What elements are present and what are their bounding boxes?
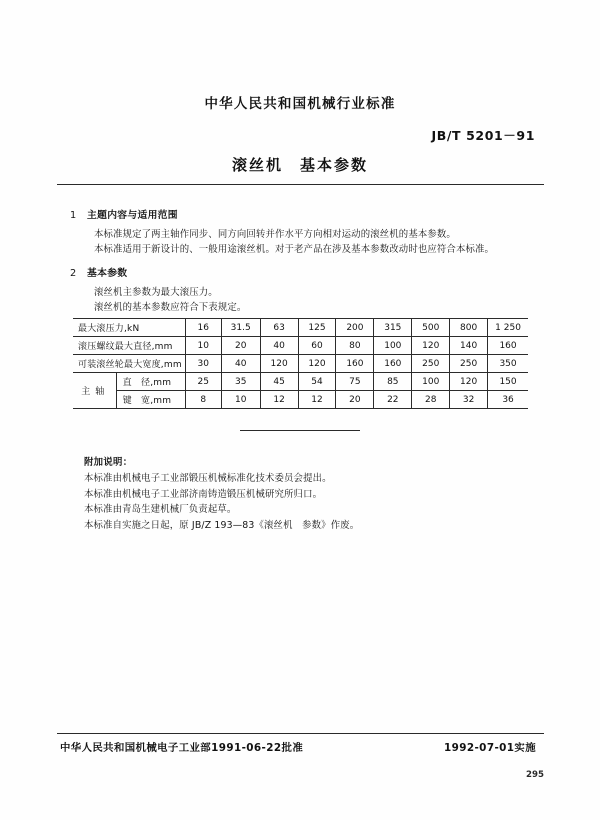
cell-value: 20 <box>336 391 374 409</box>
notes-line: 本标准自实施之日起，原 JB/Z 193—83《滚丝机 参数》作废。 <box>84 520 360 532</box>
header-divider <box>57 184 544 185</box>
cell-value: 200 <box>336 319 374 337</box>
cell-value: 120 <box>412 337 450 355</box>
cell-value: 160 <box>374 355 412 373</box>
row-label-spindle-key-width: 键 宽,mm <box>116 391 185 409</box>
cell-value: 500 <box>412 319 450 337</box>
cell-value: 80 <box>336 337 374 355</box>
cell-value: 75 <box>336 373 374 391</box>
document-header <box>55 92 545 175</box>
cell-value: 800 <box>450 319 488 337</box>
cell-value: 160 <box>488 337 528 355</box>
cell-value: 1 250 <box>488 319 528 337</box>
cell-value: 120 <box>260 355 298 373</box>
footer-divider <box>57 733 544 734</box>
footer-implementation-text: 1992-07-01实施 <box>443 742 536 754</box>
row-label-spindle-diameter: 直 径,mm <box>116 373 185 391</box>
document-body <box>70 199 532 316</box>
cell-value: 20 <box>221 337 260 355</box>
cell-value: 22 <box>374 391 412 409</box>
cell-value: 45 <box>260 373 298 391</box>
notes-line: 本标准由机械电子工业部济南铸造锻压机械研究所归口。 <box>84 488 323 500</box>
cell-value: 32 <box>450 391 488 409</box>
cell-value: 40 <box>260 337 298 355</box>
cell-value: 85 <box>374 373 412 391</box>
table-row <box>73 319 528 337</box>
cell-value: 250 <box>450 355 488 373</box>
cell-value: 100 <box>374 337 412 355</box>
notes-line: 本标准由机械电子工业部锻压机械标准化技术委员会提出。 <box>84 472 332 484</box>
cell-value: 60 <box>298 337 336 355</box>
table-row <box>73 391 528 409</box>
cell-value: 10 <box>221 391 260 409</box>
table-row <box>73 355 528 373</box>
cell-value: 315 <box>374 319 412 337</box>
cell-value: 35 <box>221 373 260 391</box>
footer-approval-text: 中华人民共和国机械电子工业部1991-06-22批准 <box>60 742 304 754</box>
cell-value: 250 <box>412 355 450 373</box>
cell-value: 30 <box>185 355 221 373</box>
cell-value: 12 <box>260 391 298 409</box>
section-heading-1 <box>70 208 532 224</box>
section-divider <box>240 430 360 431</box>
row-label-max-rolling-force: 最大滚压力,kN <box>73 319 185 337</box>
cell-value: 63 <box>260 319 298 337</box>
cell-value: 12 <box>298 391 336 409</box>
supplementary-notes <box>84 455 534 534</box>
section-number-1: 1 <box>70 210 77 221</box>
cell-value: 125 <box>298 319 336 337</box>
cell-value: 10 <box>185 337 221 355</box>
cell-value: 28 <box>412 391 450 409</box>
cell-value: 350 <box>488 355 528 373</box>
cell-value: 150 <box>488 373 528 391</box>
parameters-table <box>73 318 528 409</box>
cell-value: 31.5 <box>221 319 260 337</box>
document-footer <box>60 739 542 754</box>
notes-title: 附加说明： <box>84 457 133 468</box>
section-2-paragraph-2: 滚丝机的基本参数应符合下表规定。 <box>94 302 247 314</box>
cell-value: 120 <box>298 355 336 373</box>
table-row <box>73 337 528 355</box>
row-label-max-roller-width: 可装滚丝轮最大宽度,mm <box>73 355 185 373</box>
section-1-paragraph-1: 本标准规定了两主轴作同步、同方向回转并作水平方向相对运动的滚丝机的基本参数。 <box>94 228 456 240</box>
cell-value: 120 <box>450 373 488 391</box>
standard-code: JB/T 5201－91 <box>431 128 535 143</box>
cell-value: 100 <box>412 373 450 391</box>
cell-value: 54 <box>298 373 336 391</box>
cell-value: 25 <box>185 373 221 391</box>
cell-value: 140 <box>450 337 488 355</box>
cell-value: 16 <box>185 319 221 337</box>
page-title: 滚丝机 基本参数 <box>231 156 368 174</box>
section-heading-2 <box>70 266 532 282</box>
section-title-2: 基本参数 <box>87 268 128 280</box>
cell-value: 36 <box>488 391 528 409</box>
section-title-1: 主题内容与适用范围 <box>87 210 178 221</box>
section-number-2: 2 <box>70 268 77 280</box>
cell-value: 40 <box>221 355 260 373</box>
parameters-table-container <box>73 318 528 409</box>
standard-authority: 中华人民共和国机械行业标准 <box>204 96 396 112</box>
section-2-paragraph-1: 滚丝机主参数为最大滚压力。 <box>94 287 218 299</box>
row-label-max-thread-diameter: 滚压螺纹最大直径,mm <box>73 337 185 355</box>
row-group-label-spindle: 主轴 <box>73 373 116 409</box>
page-number: 295 <box>526 770 544 780</box>
notes-line: 本标准由青岛生建机械厂负责起草。 <box>84 504 237 516</box>
table-row <box>73 373 528 391</box>
section-1-paragraph-2: 本标准适用于新设计的、一般用途滚丝机。对于老产品在涉及基本参数改动时也应符合本标准。 <box>94 244 495 256</box>
cell-value: 8 <box>185 391 221 409</box>
cell-value: 160 <box>336 355 374 373</box>
